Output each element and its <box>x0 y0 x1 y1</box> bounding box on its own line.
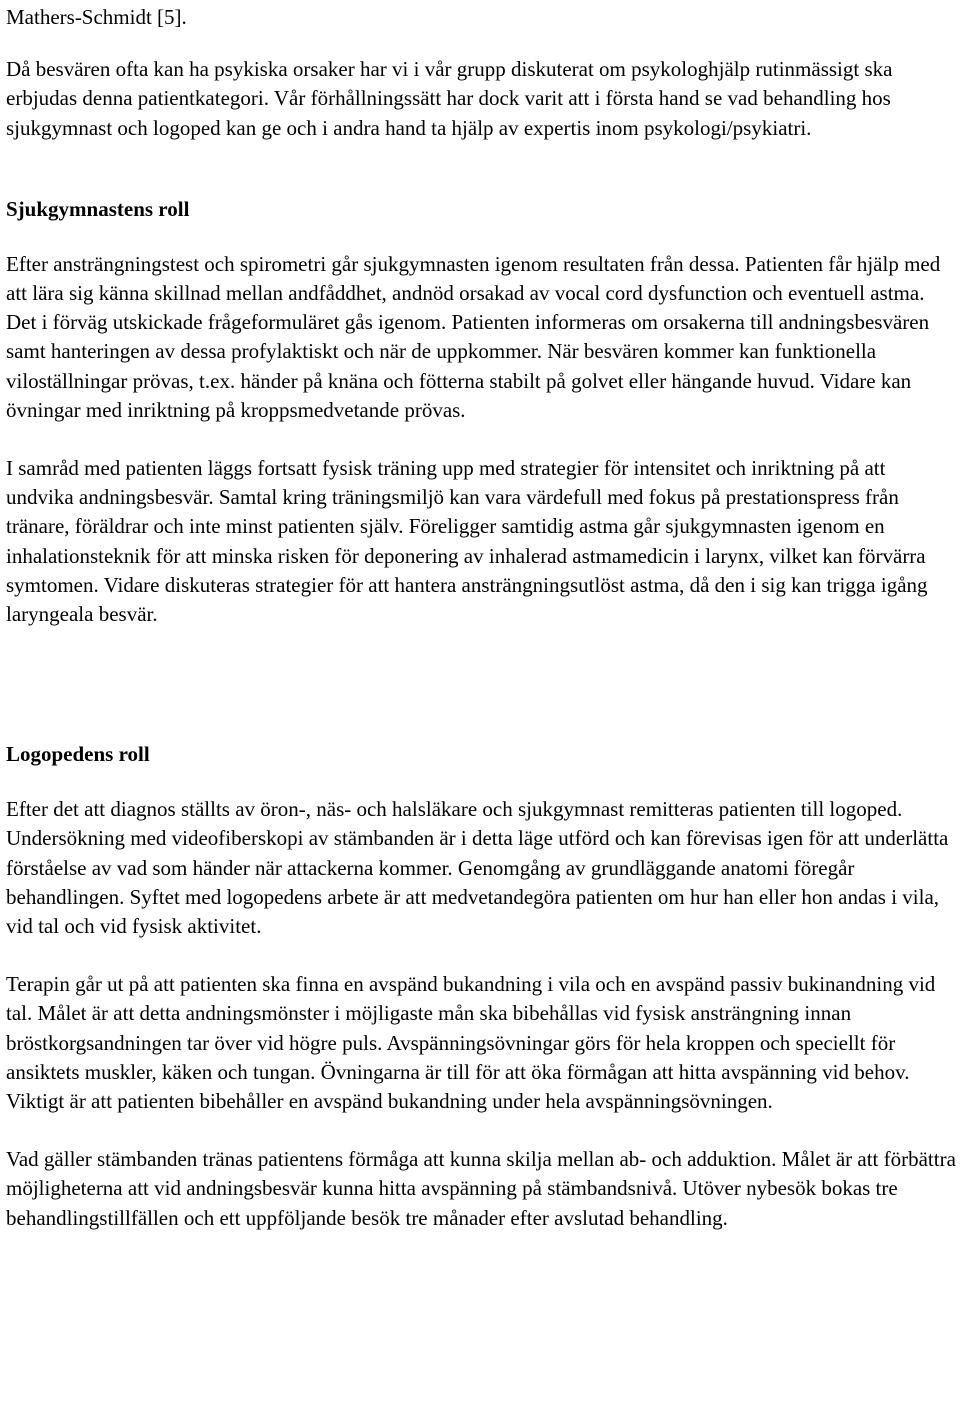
section-heading-physio: Sjukgymnastens roll <box>6 196 190 221</box>
speech-paragraph-1: Efter det att diagnos ställts av öron-, näs- och halsläkare och sjukgymnast remitteras patienten till logoped. Undersökning med videofiberskopi av stämbanden är i detta läge utförd och kan förevisas igen för att underlätta förståelse av vad som händer när attackerna kommer. Genomgång av grundläggande anatomi föregår behandlingen. Syftet med logopedens arbete är att medvetandegöra patienten om hur han eller hon andas i vila, vid tal och vid fysisk aktivitet. <box>6 797 949 939</box>
intro-paragraph: Då besvären ofta kan ha psykiska orsaker har vi i vår grupp diskuterat om psykologhjälp rutinmässigt ska erbjudas denna patientkategori. Vår förhållningssätt har dock varit att i första hand se vad behandling hos sjukgymnast och logoped kan ge och i andra hand ta hjälp av expertis inom psykologi/psykiatri. <box>6 57 893 140</box>
physio-paragraph-2: I samråd med patienten läggs fortsatt fysisk träning upp med strategier för intensitet och inriktning på att undvika andningsbesvär. Samtal kring träningsmiljö kan vara värdefull med fokus på prestationspress från tränare, föräldrar och inte minst patienten själv. Föreligger samtidig astma går sjukgymnasten igenom en inhalationsteknik för att minska risken för deponering av inhalerad astmamedicin i larynx, vilket kan förvärra symtomen. Vidare diskuteras strategier för att hantera ansträngningsutlöst astma, då den i sig kan trigga igång laryngeala besvär. <box>6 456 928 627</box>
intro-line: Mathers-Schmidt [5]. <box>6 5 187 29</box>
document-page <box>6 0 956 1233</box>
section-heading-speech: Logopedens roll <box>6 742 150 767</box>
physio-paragraph-1: Efter ansträngningstest och spirometri går sjukgymnasten igenom resultaten från dessa. Patienten får hjälp med att lära sig känna skillnad mellan andfåddhet, andnöd orsakad av vocal cord dysfunction och eventuell astma. Det i förväg utskickade frågeformuläret gås igenom. Patienten informeras om orsakerna till andningsbesvären samt hanteringen av dessa profylaktiskt och när de uppkommer. När besvären kommer kan funktionella viloställningar prövas, t.ex. händer på knäna och fötterna stabilt på golvet eller hängande huvud. Vidare kan övningar med inriktning på kroppsmedvetande prövas. <box>6 251 941 422</box>
speech-paragraph-2: Terapin går ut på att patienten ska finna en avspänd bukandning i vila och en avspänd passiv bukinandning vid tal. Målet är att detta andningsmönster i möjligaste mån ska bibehållas vid fysisk ansträngning innan bröstkorgsandningen tar över vid högre puls. Avspänningsövningar görs för hela kroppen och speciellt för ansiktets muskler, käken och tungan. Övningarna är till för att öka förmågan att hitta avspänning vid behov. Viktigt är att patienten bibehåller en avspänd bukandning under hela avspänningsövningen. <box>6 972 936 1114</box>
speech-paragraph-3: Vad gäller stämbanden tränas patientens förmåga att kunna skilja mellan ab- och adduktion. Målet är att förbättra möjligheterna att vid andningsbesvär kunna hitta avspänning på stämbandsnivå. Utöver nybesök bokas tre behandlingstillfällen och ett uppföljande besök tre månader efter avslutad behandling. <box>6 1147 956 1230</box>
